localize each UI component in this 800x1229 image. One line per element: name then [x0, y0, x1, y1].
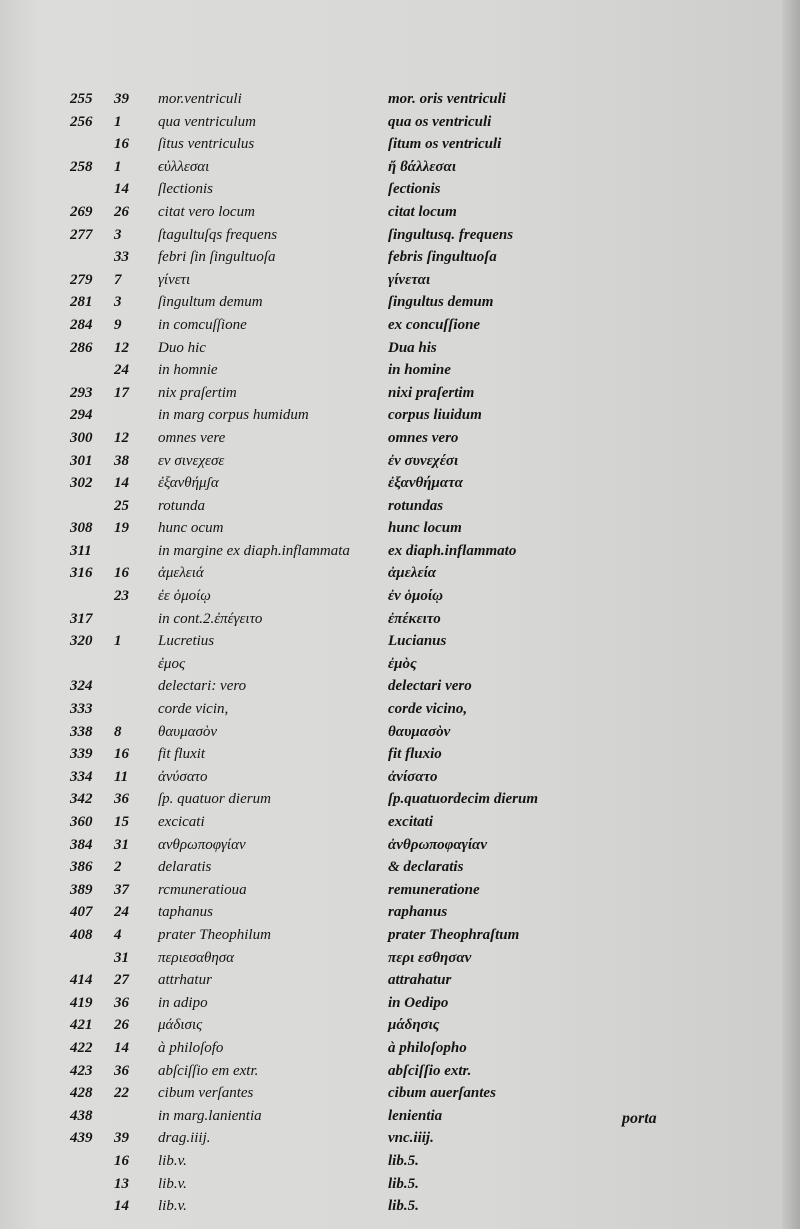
errata-corrected-reading: hunc locum [388, 520, 462, 537]
errata-row [70, 517, 710, 540]
errata-page-number: 279 [70, 271, 93, 288]
errata-corrected-reading: remuneratione [388, 881, 480, 898]
errata-line-number: 11 [114, 768, 129, 785]
errata-erroneous-reading: ſingultum demum [158, 294, 263, 311]
errata-row [70, 178, 710, 201]
errata-line-number: 36 [114, 791, 129, 808]
errata-erroneous-reading: ſitus ventriculus [158, 136, 255, 153]
errata-page-number: 324 [70, 678, 93, 695]
errata-corrected-reading: Lucianus [388, 633, 447, 650]
errata-erroneous-reading: attrhatur [158, 972, 212, 989]
errata-row [70, 675, 710, 698]
errata-page-number: 316 [70, 565, 93, 582]
errata-row [70, 856, 710, 879]
errata-page-number: 439 [70, 1130, 93, 1147]
errata-row [70, 88, 710, 111]
errata-corrected-reading: Dua his [388, 339, 437, 356]
errata-erroneous-reading: γίνετι [158, 271, 191, 288]
errata-corrected-reading: lenientia [388, 1107, 443, 1124]
errata-row [70, 811, 710, 834]
errata-row [70, 969, 710, 992]
errata-corrected-reading: fit fluxio [388, 746, 442, 763]
errata-row [70, 924, 710, 947]
errata-corrected-reading: ἀνίσατο [388, 768, 438, 785]
errata-line-number: 8 [114, 723, 122, 740]
errata-line-number: 36 [114, 1062, 129, 1079]
errata-line-number: 33 [114, 249, 129, 266]
errata-erroneous-reading: delectari: vero [158, 678, 247, 695]
errata-corrected-reading: ſingultus demum [388, 294, 494, 311]
errata-corrected-reading: nixi praſertim [388, 384, 475, 401]
errata-erroneous-reading: ἀνύσατο [158, 768, 208, 785]
errata-erroneous-reading: fit fluxit [158, 746, 206, 763]
errata-erroneous-reading: ἀμελειά [158, 565, 204, 582]
errata-erroneous-reading: corde vicin, [158, 701, 229, 718]
errata-line-number: 24 [114, 362, 129, 379]
errata-row [70, 879, 710, 902]
errata-line-number: 16 [114, 746, 129, 763]
errata-line-number: 19 [114, 520, 129, 537]
errata-corrected-reading: lib.5. [388, 1152, 419, 1169]
errata-corrected-reading: lib.5. [388, 1175, 419, 1192]
errata-erroneous-reading: delaratis [158, 859, 212, 876]
errata-page-number: 360 [70, 814, 93, 830]
errata-corrected-reading: ſitum os ventriculi [388, 136, 502, 153]
errata-erroneous-reading: rotunda [158, 497, 205, 514]
errata-corrected-reading: delectari vero [388, 678, 472, 695]
errata-page-number: 423 [70, 1062, 93, 1079]
errata-corrected-reading: γίνεται [388, 271, 431, 288]
errata-page-number: 342 [70, 791, 93, 808]
errata-corrected-reading: excitati [388, 814, 433, 830]
errata-corrected-reading: prater Theophraſtum [388, 926, 520, 943]
errata-erroneous-reading: in marg.lanientia [158, 1107, 262, 1124]
errata-row [70, 901, 710, 924]
errata-corrected-reading: in homine [388, 362, 451, 379]
errata-erroneous-reading: qua ventriculum [158, 113, 256, 130]
errata-line-number: 24 [114, 904, 129, 921]
errata-page-number: 286 [70, 339, 93, 356]
errata-erroneous-reading: rcmuneratioua [158, 881, 247, 898]
catchword: porta [622, 1110, 657, 1127]
errata-erroneous-reading: ἐμος [158, 655, 186, 672]
errata-erroneous-reading: in homnie [158, 362, 218, 379]
errata-line-number: 38 [114, 452, 129, 469]
errata-corrected-reading: febris ſingultuoſa [388, 249, 497, 266]
errata-erroneous-reading: μάδισις [158, 1017, 203, 1034]
errata-corrected-reading: corde vicino, [388, 701, 468, 718]
errata-row [70, 992, 710, 1015]
errata-erroneous-reading: lib.v. [158, 1198, 187, 1215]
errata-corrected-reading: lib.5. [388, 1198, 419, 1215]
errata-corrected-reading: ſingultusq. frequens [388, 226, 514, 243]
errata-line-number: 37 [114, 881, 129, 898]
errata-line-number: 12 [114, 429, 129, 446]
errata-row [70, 1082, 710, 1105]
errata-row [70, 1037, 710, 1060]
errata-line-number: 26 [114, 203, 129, 220]
errata-row [70, 585, 710, 608]
errata-corrected-reading: ſectionis [388, 181, 441, 198]
errata-erroneous-reading: in margine ex diaph.inflammata [158, 542, 350, 559]
errata-erroneous-reading: abſciſſio em extr. [158, 1062, 259, 1079]
errata-erroneous-reading: Duo hic [158, 339, 206, 356]
errata-page-number: 281 [70, 294, 93, 311]
errata-line-number: 26 [114, 1017, 129, 1034]
errata-row [70, 1150, 710, 1173]
errata-corrected-reading: μάδησις [388, 1017, 440, 1034]
errata-page-number: 269 [70, 203, 93, 220]
errata-page-number: 438 [70, 1107, 93, 1124]
errata-erroneous-reading: in comcuſſione [158, 316, 247, 333]
errata-page-number: 428 [70, 1085, 93, 1102]
errata-corrected-reading: ex concuſſione [388, 316, 481, 333]
errata-corrected-reading: ἐξανθήματα [388, 475, 463, 492]
errata-erroneous-reading: ἐξανθήμʃα [158, 475, 219, 492]
errata-page-number: 277 [70, 226, 93, 243]
errata-page-number: 320 [70, 633, 93, 650]
errata-page-number: 284 [70, 316, 93, 333]
errata-erroneous-reading: lib.v. [158, 1152, 187, 1169]
errata-erroneous-reading: ἐε ὁμοίῳ [158, 588, 211, 605]
errata-page-number: 258 [70, 158, 93, 175]
errata-erroneous-reading: ſp. quatuor dierum [158, 791, 271, 808]
errata-page-number: 338 [70, 723, 93, 740]
errata-line-number: 22 [114, 1085, 129, 1102]
errata-line-number: 39 [114, 91, 129, 107]
errata-row [70, 540, 710, 563]
errata-corrected-reading: rotundas [388, 497, 444, 514]
errata-line-number: 2 [114, 859, 122, 876]
errata-line-number: 14 [114, 1039, 129, 1056]
errata-row [70, 743, 710, 766]
errata-corrected-reading: in Oedipo [388, 994, 449, 1011]
errata-page-number: 255 [70, 91, 93, 107]
errata-line-number: 1 [114, 158, 122, 175]
errata-corrected-reading: θαυμασὸν [388, 723, 451, 740]
errata-line-number: 31 [114, 949, 129, 966]
errata-row [70, 156, 710, 179]
errata-line-number: 23 [114, 588, 129, 605]
errata-erroneous-reading: Lucretius [158, 633, 215, 650]
errata-corrected-reading: vnc.iiij. [388, 1130, 434, 1147]
errata-line-number: 4 [114, 926, 122, 943]
errata-row [70, 224, 710, 247]
errata-page-number: 408 [70, 926, 93, 943]
errata-line-number: 7 [114, 271, 122, 288]
errata-line-number: 17 [114, 384, 129, 401]
errata-page-number: 294 [70, 407, 93, 424]
errata-row [70, 1173, 710, 1196]
errata-table [70, 88, 710, 1218]
errata-page-number: 300 [70, 429, 93, 446]
errata-erroneous-reading: ſlectionis [158, 181, 213, 198]
errata-corrected-reading: mor. oris ventriculi [388, 91, 506, 107]
errata-row [70, 382, 710, 405]
errata-row [70, 495, 710, 518]
errata-line-number: 3 [114, 226, 122, 243]
errata-erroneous-reading: omnes vere [158, 429, 226, 446]
errata-row [70, 766, 710, 789]
errata-page-number: 407 [70, 904, 93, 921]
errata-page-number: 317 [70, 610, 93, 627]
errata-corrected-reading: ἐπέκειτο [388, 610, 441, 627]
errata-page-number: 301 [70, 452, 93, 469]
errata-row [70, 246, 710, 269]
errata-page-number: 386 [70, 859, 93, 876]
errata-erroneous-reading: ϵὐλλεσαι [158, 158, 210, 175]
errata-line-number: 16 [114, 1152, 129, 1169]
errata-line-number: 12 [114, 339, 129, 356]
errata-corrected-reading: ἐν ὁμοίῳ [388, 588, 443, 605]
errata-corrected-reading: ἤ ϐάλλεσαι [388, 158, 456, 175]
errata-erroneous-reading: citat vero locum [158, 203, 255, 220]
errata-row [70, 404, 710, 427]
errata-page-number: 421 [70, 1017, 93, 1034]
errata-corrected-reading: raphanus [388, 904, 448, 921]
errata-corrected-reading: omnes vero [388, 429, 459, 446]
errata-row [70, 1060, 710, 1083]
errata-line-number: 31 [114, 836, 129, 853]
errata-erroneous-reading: drag.iiij. [158, 1130, 211, 1147]
errata-row [70, 359, 710, 382]
errata-erroneous-reading: cibum verſantes [158, 1085, 254, 1102]
errata-page-number: 311 [70, 542, 92, 559]
errata-line-number: 15 [114, 814, 129, 830]
errata-page-number: 422 [70, 1039, 93, 1056]
errata-erroneous-reading: febri ſin ſingultuoſa [158, 249, 276, 266]
errata-row [70, 1105, 710, 1128]
errata-line-number: 14 [114, 1198, 129, 1215]
errata-corrected-reading: cibum auerſantes [388, 1085, 496, 1102]
errata-row [70, 608, 710, 631]
errata-row [70, 947, 710, 970]
errata-row [70, 201, 710, 224]
errata-page-number: 302 [70, 475, 93, 492]
errata-page-number: 419 [70, 994, 93, 1011]
errata-line-number: 25 [114, 497, 129, 514]
errata-line-number: 1 [114, 633, 122, 650]
errata-row [70, 1127, 710, 1150]
errata-row [70, 630, 710, 653]
errata-page-number: 389 [70, 881, 93, 898]
errata-erroneous-reading: εν σινεχεσε [158, 452, 225, 469]
errata-corrected-reading: qua os ventriculi [388, 113, 492, 130]
errata-erroneous-reading: θαυμασὸν [158, 723, 218, 740]
errata-row [70, 269, 710, 292]
errata-corrected-reading: ἐν συνεχέσι [388, 452, 459, 469]
errata-page-number: 293 [70, 384, 93, 401]
errata-row [70, 698, 710, 721]
errata-row [70, 111, 710, 134]
errata-erroneous-reading: in adipo [158, 994, 208, 1011]
errata-page-number: 333 [70, 701, 93, 718]
errata-row [70, 427, 710, 450]
errata-corrected-reading: ſp.quatuordecim dierum [388, 791, 539, 808]
errata-corrected-reading: ex diaph.inflammato [388, 542, 517, 559]
errata-row [70, 291, 710, 314]
errata-row [70, 337, 710, 360]
errata-erroneous-reading: in marg corpus humidum [158, 407, 309, 424]
errata-erroneous-reading: taphanus [158, 904, 214, 921]
errata-page-number: 308 [70, 520, 93, 537]
errata-page-number: 384 [70, 836, 93, 853]
errata-row [70, 133, 710, 156]
errata-page-number: 414 [70, 972, 93, 989]
errata-erroneous-reading: ſtagultuſqs frequens [158, 226, 278, 243]
errata-erroneous-reading: à philoſofo [158, 1039, 224, 1056]
errata-corrected-reading: & declaratis [388, 859, 464, 876]
errata-erroneous-reading: nix praſertim [158, 384, 237, 401]
errata-row [70, 1014, 710, 1037]
errata-erroneous-reading: in cont.2.ἐπέγειτο [158, 610, 263, 627]
errata-corrected-reading: abſciſſio extr. [388, 1062, 472, 1079]
errata-line-number: 39 [114, 1130, 129, 1147]
errata-line-number: 14 [114, 181, 129, 198]
errata-row [70, 314, 710, 337]
errata-corrected-reading: à philoſopho [388, 1039, 467, 1056]
errata-corrected-reading: ἀνθρωποφαγίαν [388, 836, 488, 853]
errata-line-number: 16 [114, 565, 129, 582]
errata-row [70, 834, 710, 857]
errata-erroneous-reading: lib.v. [158, 1175, 187, 1192]
errata-line-number: 3 [114, 294, 122, 311]
errata-erroneous-reading: hunc ocum [158, 520, 224, 537]
page-spine-shadow [782, 0, 800, 1229]
errata-page-number: 334 [70, 768, 93, 785]
errata-row [70, 653, 710, 676]
errata-page-number: 256 [70, 113, 93, 130]
errata-corrected-reading: ἀμελεία [388, 565, 437, 582]
errata-erroneous-reading: περιεσαθησα [158, 949, 235, 966]
errata-line-number: 13 [114, 1175, 129, 1192]
errata-erroneous-reading: excicati [158, 814, 205, 830]
errata-corrected-reading: ἐμὸς [388, 655, 417, 672]
errata-line-number: 36 [114, 994, 129, 1011]
errata-row [70, 788, 710, 811]
errata-corrected-reading: attrahatur [388, 972, 452, 989]
errata-erroneous-reading: mor.ventriculi [158, 91, 242, 107]
errata-corrected-reading: corpus liuidum [388, 407, 482, 424]
errata-corrected-reading: περι εσθησαν [388, 949, 472, 966]
errata-corrected-reading: citat locum [388, 203, 457, 220]
errata-erroneous-reading: prater Theophilum [158, 926, 271, 943]
errata-line-number: 1 [114, 113, 122, 130]
errata-line-number: 14 [114, 475, 129, 492]
errata-row [70, 1195, 710, 1218]
errata-row [70, 562, 710, 585]
errata-line-number: 9 [114, 316, 122, 333]
errata-row [70, 721, 710, 744]
errata-row [70, 450, 710, 473]
errata-line-number: 27 [114, 972, 129, 989]
errata-row [70, 472, 710, 495]
errata-page-number: 339 [70, 746, 93, 763]
errata-line-number: 16 [114, 136, 129, 153]
errata-erroneous-reading: ανθρωποφγίαν [158, 836, 246, 853]
